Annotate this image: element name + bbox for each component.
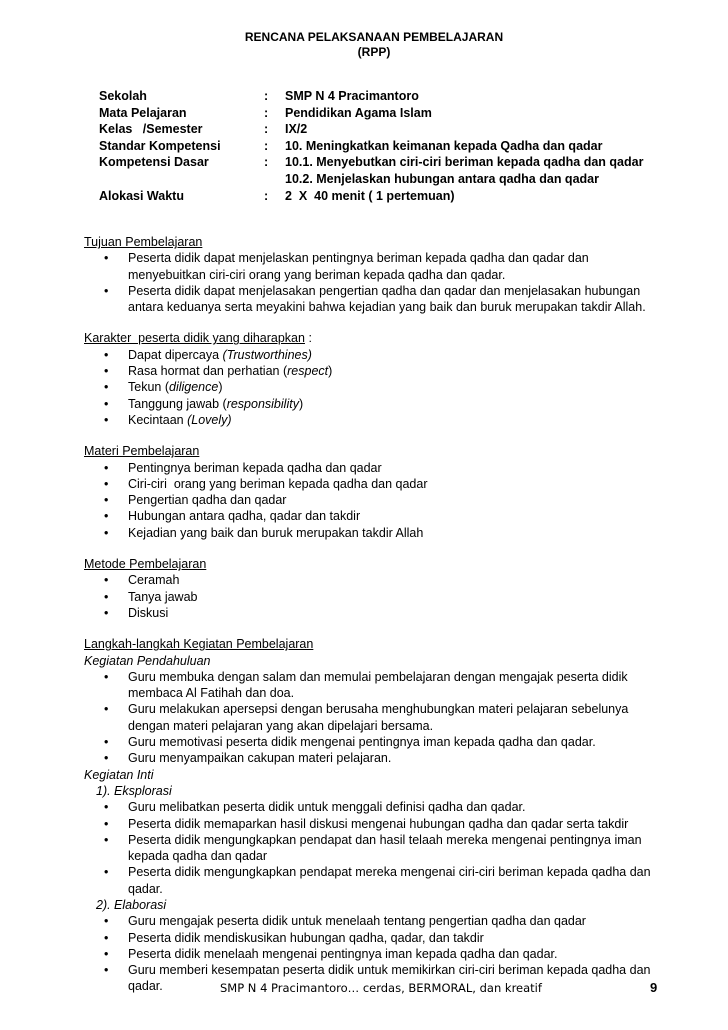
bullet-icon: • bbox=[104, 412, 109, 427]
list-item bbox=[84, 930, 684, 946]
list-item bbox=[84, 734, 684, 750]
list-item bbox=[84, 283, 684, 316]
list-item bbox=[84, 492, 684, 508]
info-value: SMP N 4 Pracimantoro bbox=[285, 89, 419, 103]
list-item-text: Peserta didik menelaah mengenai pentingnya iman kepada qadha dan qadar. bbox=[128, 946, 558, 961]
info-colon: : bbox=[264, 89, 269, 103]
bullet-list bbox=[84, 460, 684, 541]
list-item-text: Diskusi bbox=[128, 605, 169, 620]
bullet-icon: • bbox=[104, 914, 109, 929]
info-value: 10.2. Menjelaskan hubungan antara qadha dan qadar bbox=[285, 171, 599, 186]
bullet-list bbox=[84, 799, 684, 897]
bullet-icon: • bbox=[104, 605, 109, 620]
info-value: 10.1. Menyebutkan ciri-ciri beriman kepada qadha dan qadar bbox=[285, 155, 644, 170]
heading-suffix: : bbox=[304, 331, 312, 346]
list-item-text: Hubungan antara qadha, qadar dan takdir bbox=[128, 509, 361, 524]
section-heading: Metode Pembelajaran bbox=[84, 557, 207, 572]
list-item bbox=[84, 913, 684, 929]
bullet-icon: • bbox=[104, 347, 109, 362]
info-value: Pendidikan Agama Islam bbox=[285, 105, 432, 120]
bullet-list bbox=[84, 572, 684, 621]
list-item-text: Guru melibatkan peserta didik untuk menggali definisi qadha dan qadar. bbox=[128, 800, 526, 815]
footer-text: SMP N 4 Pracimantoro… cerdas, BERMORAL, dan kreatif bbox=[220, 981, 542, 995]
section-heading: Langkah-langkah Kegiatan Pembelajaran bbox=[84, 637, 314, 652]
list-item bbox=[84, 460, 684, 476]
info-label: Kompetensi Dasar bbox=[99, 155, 209, 170]
list-item-text: Tanggung jawab ( bbox=[128, 396, 227, 411]
list-item-tail: ) bbox=[328, 364, 333, 379]
list-item-text: Guru memotivasi peserta didik mengenai pentingnya iman kepada qadha dan qadar. bbox=[128, 735, 596, 750]
section-heading: Tujuan Pembelajaran bbox=[84, 235, 203, 249]
list-item-text: Kecintaan bbox=[128, 412, 188, 427]
list-item-text: menyebuitkan ciri-ciri orang yang beriman kepada qadha dan qadar. bbox=[128, 267, 506, 282]
document-body bbox=[84, 234, 684, 995]
list-item bbox=[84, 379, 684, 395]
bullet-list bbox=[84, 347, 684, 428]
document-title bbox=[0, 30, 728, 60]
bullet-icon: • bbox=[104, 283, 109, 298]
section-tujuan bbox=[84, 234, 684, 315]
bullet-icon: • bbox=[104, 396, 109, 411]
bullet-icon: • bbox=[104, 251, 109, 266]
list-item-italic: (Trustworthines) bbox=[222, 347, 312, 362]
bullet-list bbox=[84, 250, 684, 315]
section-heading: Materi Pembelajaran bbox=[84, 444, 200, 459]
list-item-text: qadar. bbox=[128, 881, 163, 896]
list-item bbox=[84, 250, 684, 283]
list-item-text: Dapat dipercaya bbox=[128, 347, 223, 362]
page-number: 9 bbox=[650, 980, 658, 995]
list-item bbox=[84, 589, 684, 605]
bullet-list bbox=[84, 669, 684, 767]
bullet-icon: • bbox=[104, 816, 109, 831]
info-colon: : bbox=[264, 138, 269, 153]
list-item-text: Guru menyampaikan cakupan materi pelajaran. bbox=[128, 751, 392, 766]
list-item-italic: responsibility bbox=[226, 396, 299, 411]
info-label: Sekolah bbox=[99, 89, 147, 103]
list-item-text: antara keduanya serta meyakini bahwa kejadian yang baik dan buruk merupakan takdir Allah. bbox=[128, 300, 646, 315]
bullet-icon: • bbox=[104, 476, 109, 491]
list-item-text: Rasa hormat dan perhatian ( bbox=[128, 364, 288, 379]
list-item bbox=[84, 572, 684, 588]
bullet-icon: • bbox=[104, 963, 109, 978]
list-item-tail: ) bbox=[218, 380, 223, 395]
title-line-2: (RPP) bbox=[357, 45, 391, 59]
info-colon: : bbox=[264, 188, 269, 203]
section-heading-row bbox=[84, 330, 684, 346]
list-item-text: Ciri-ciri orang yang beriman kepada qadha dan qadar bbox=[128, 476, 428, 491]
section-langkah bbox=[84, 636, 684, 995]
list-item bbox=[84, 701, 684, 734]
list-item-text: Guru mengajak peserta didik untuk menelaah tentang pengertian qadha dan qadar bbox=[128, 914, 586, 929]
bullet-icon: • bbox=[104, 460, 109, 475]
bullet-icon: • bbox=[104, 800, 109, 815]
list-item bbox=[84, 832, 684, 865]
bullet-icon: • bbox=[104, 669, 109, 684]
bullet-icon: • bbox=[104, 493, 109, 508]
bullet-icon: • bbox=[104, 865, 109, 880]
list-item-text: Tekun ( bbox=[128, 380, 169, 395]
list-item-text: Peserta didik dapat menjelaskan pentingnya beriman kepada qadha dan qadar dan bbox=[128, 251, 589, 266]
bullet-icon: • bbox=[104, 364, 109, 379]
list-item-text: dengan materi pelajaran yang akan dipelajari bersama. bbox=[128, 718, 434, 733]
list-item-text: Kejadian yang baik dan buruk merupakan takdir Allah bbox=[128, 525, 424, 540]
list-item bbox=[84, 525, 684, 541]
info-value: 10. Meningkatkan keimanan kepada Qadha dan qadar bbox=[285, 138, 603, 153]
list-item-italic: diligence bbox=[169, 380, 219, 395]
info-label: Alokasi Waktu bbox=[99, 188, 184, 203]
info-colon: : bbox=[264, 155, 269, 170]
list-item-text: Guru melakukan apersepsi dengan berusaha menghubungkan materi pelajaran sebelunya bbox=[128, 702, 629, 717]
list-item bbox=[84, 750, 684, 766]
list-item-italic: (Lovely) bbox=[187, 412, 232, 427]
list-item-text: Guru membuka dengan salam dan memulai pembelajaran dengan mengajak peserta didik bbox=[128, 669, 628, 684]
info-label: Mata Pelajaran bbox=[99, 105, 187, 120]
list-item-tail: ) bbox=[298, 396, 304, 411]
bullet-icon: • bbox=[104, 702, 109, 717]
list-item-text: Pengertian qadha dan qadar bbox=[128, 493, 287, 508]
info-label: Standar Kompetensi bbox=[99, 138, 221, 153]
list-item-text: Peserta didik memaparkan hasil diskusi mengenai hubungan qadha dan qadar serta takdir bbox=[128, 816, 629, 831]
list-item-text: membaca Al Fatihah dan doa. bbox=[128, 686, 295, 701]
bullet-icon: • bbox=[104, 589, 109, 604]
bullet-icon: • bbox=[104, 930, 109, 945]
list-item bbox=[84, 508, 684, 524]
list-item bbox=[84, 396, 684, 412]
bullet-icon: • bbox=[104, 735, 109, 750]
list-item bbox=[84, 864, 684, 897]
section-metode bbox=[84, 556, 684, 621]
list-item bbox=[84, 816, 684, 832]
list-item-text: Guru memberi kesempatan peserta didik untuk memikirkan ciri-ciri beriman kepada qadha dan bbox=[128, 963, 651, 978]
list-item bbox=[84, 363, 684, 379]
info-label: Kelas /Semester bbox=[99, 122, 203, 137]
list-item-text: Peserta didik mengungkapkan pendapat dan hasil telaah mereka mengenai pentingnya iman bbox=[128, 832, 642, 847]
bullet-icon: • bbox=[104, 751, 109, 766]
list-item-text: Peserta didik dapat menjelasakan pengertian qadha dan qadar dan menjelasakan hubungan bbox=[128, 283, 641, 298]
list-item bbox=[84, 605, 684, 621]
info-colon: : bbox=[264, 105, 269, 120]
subsection-heading: Kegiatan Inti bbox=[84, 767, 154, 782]
list-item bbox=[84, 412, 684, 428]
section-heading: Karakter peserta didik yang diharapkan bbox=[84, 331, 305, 346]
page-footer bbox=[0, 981, 728, 999]
bullet-icon: • bbox=[104, 525, 109, 540]
list-item-text: Ceramah bbox=[128, 573, 180, 588]
info-value: IX/2 bbox=[285, 122, 308, 137]
sub-subsection-heading: 1). Eksplorasi bbox=[96, 783, 172, 798]
list-item bbox=[84, 476, 684, 492]
info-colon: : bbox=[264, 122, 269, 137]
bullet-icon: • bbox=[104, 509, 109, 524]
bullet-icon: • bbox=[104, 573, 109, 588]
bullet-icon: • bbox=[104, 946, 109, 961]
list-item-text: kepada qadha dan qadar bbox=[128, 849, 268, 864]
list-item bbox=[84, 669, 684, 702]
sub-subsection-heading: 2). Elaborasi bbox=[96, 897, 167, 912]
list-item bbox=[84, 946, 684, 962]
list-item-text: Tanya jawab bbox=[128, 589, 198, 604]
list-item-italic: respect bbox=[287, 364, 329, 379]
section-materi bbox=[84, 443, 684, 541]
list-item-text: Pentingnya beriman kepada qadha dan qadar bbox=[128, 460, 382, 475]
info-value: 2 X 40 menit ( 1 pertemuan) bbox=[285, 188, 455, 203]
list-item-text: Peserta didik mengungkapkan pendapat mereka mengenai ciri-ciri beriman kepada qadha dan bbox=[128, 865, 651, 880]
section-karakter bbox=[84, 330, 684, 428]
bullet-icon: • bbox=[104, 832, 109, 847]
bullet-icon: • bbox=[104, 380, 109, 395]
list-item-text: Peserta didik mendiskusikan hubungan qadha, qadar, dan takdir bbox=[128, 930, 484, 945]
subsection-heading: Kegiatan Pendahuluan bbox=[84, 653, 211, 668]
list-item bbox=[84, 347, 684, 363]
list-item bbox=[84, 799, 684, 815]
list-item-text: qadar. bbox=[128, 979, 163, 994]
title-line-1: RENCANA PELAKSANAAN PEMBELAJARAN bbox=[244, 30, 504, 44]
